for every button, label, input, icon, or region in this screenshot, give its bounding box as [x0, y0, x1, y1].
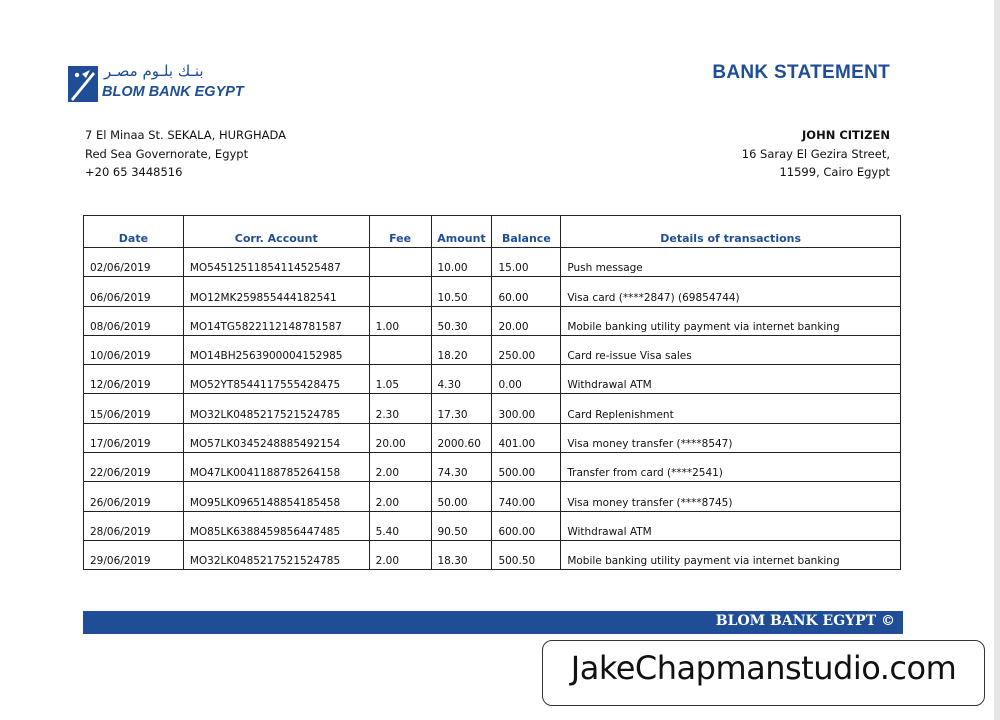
- header-fee: Fee: [369, 216, 431, 248]
- amount-cell: 18.20: [431, 335, 492, 364]
- watermark-text: JakeChapmanstudio.com: [570, 649, 957, 687]
- balance-cell: 401.00: [492, 423, 561, 452]
- details-cell: Visa money transfer (****8547): [561, 423, 901, 452]
- corr-account-cell: MO14TG5822112148781587: [183, 306, 369, 335]
- date-cell: 15/06/2019: [84, 394, 184, 423]
- document-title: BANK STATEMENT: [712, 62, 890, 83]
- details-cell: Withdrawal ATM: [561, 365, 901, 394]
- date-cell: 08/06/2019: [84, 306, 184, 335]
- balance-cell: 740.00: [492, 482, 561, 511]
- table-row: [84, 540, 901, 569]
- balance-cell: 250.00: [492, 335, 561, 364]
- date-cell: 02/06/2019: [84, 248, 184, 277]
- fee-cell: [369, 248, 431, 277]
- corr-account-cell: MO52YT8544117555428475: [183, 365, 369, 394]
- table-header-row: [84, 216, 901, 248]
- fee-cell: 2.00: [369, 482, 431, 511]
- transactions-body: [84, 248, 901, 570]
- corr-account-cell: MO47LK0041188785264158: [183, 453, 369, 482]
- fee-cell: 20.00: [369, 423, 431, 452]
- table-row: [84, 335, 901, 364]
- details-cell: Visa card (****2847) (69854744): [561, 277, 901, 306]
- balance-cell: 20.00: [492, 306, 561, 335]
- date-cell: 28/06/2019: [84, 511, 184, 540]
- bank-address-line: Red Sea Governorate, Egypt: [85, 146, 249, 161]
- balance-cell: 500.50: [492, 540, 561, 569]
- bank-name-logo: BLOM BANK EGYPT: [102, 84, 244, 100]
- customer-name: JOHN CITIZEN: [802, 128, 890, 142]
- header-details: Details of transactions: [561, 216, 901, 248]
- amount-cell: 90.50: [431, 511, 492, 540]
- balance-cell: 600.00: [492, 511, 561, 540]
- corr-account-cell: MO32LK0485217521524785: [183, 394, 369, 423]
- table-row: [84, 277, 901, 306]
- customer-address-line: 16 Saray El Gezira Street,: [741, 146, 890, 161]
- date-cell: 10/06/2019: [84, 335, 184, 364]
- corr-account-cell: MO54512511854114525487: [183, 248, 369, 277]
- watermark: [542, 640, 985, 706]
- bank-phone: +20 65 3448516: [85, 165, 183, 179]
- date-cell: 12/06/2019: [84, 365, 184, 394]
- fee-cell: 1.05: [369, 365, 431, 394]
- table-row: [84, 365, 901, 394]
- date-cell: 22/06/2019: [84, 453, 184, 482]
- fee-cell: [369, 277, 431, 306]
- corr-account-cell: MO12MK259855444182541: [183, 277, 369, 306]
- details-cell: Transfer from card (****2541): [561, 453, 901, 482]
- amount-cell: 74.30: [431, 453, 492, 482]
- balance-cell: 15.00: [492, 248, 561, 277]
- amount-cell: 10.00: [431, 248, 492, 277]
- table-row: [84, 423, 901, 452]
- transactions-table: [83, 215, 901, 570]
- fee-cell: 2.00: [369, 540, 431, 569]
- fee-cell: [369, 335, 431, 364]
- details-cell: Visa money transfer (****8745): [561, 482, 901, 511]
- header-balance: Balance: [492, 216, 561, 248]
- corr-account-cell: MO57LK0345248885492154: [183, 423, 369, 452]
- details-cell: Card Replenishment: [561, 394, 901, 423]
- balance-cell: 500.00: [492, 453, 561, 482]
- footer-text: BLOM BANK EGYPT ©: [715, 613, 895, 629]
- table-row: [84, 453, 901, 482]
- amount-cell: 18.30: [431, 540, 492, 569]
- details-cell: Mobile banking utility payment via internet banking: [561, 540, 901, 569]
- corr-account-cell: MO95LK0965148854185458: [183, 482, 369, 511]
- amount-cell: 2000.60: [431, 423, 492, 452]
- bank-logo: [68, 62, 258, 106]
- date-cell: 06/06/2019: [84, 277, 184, 306]
- corr-account-cell: MO85LK6388459856447485: [183, 511, 369, 540]
- date-cell: 17/06/2019: [84, 423, 184, 452]
- corr-account-cell: MO32LK0485217521524785: [183, 540, 369, 569]
- fee-cell: 2.00: [369, 453, 431, 482]
- header-date: Date: [84, 216, 184, 248]
- table-row: [84, 394, 901, 423]
- footer-bar: [83, 611, 903, 634]
- bank-name-arabic: بنـك بلـوم مصـر: [104, 62, 204, 80]
- details-cell: Card re-issue Visa sales: [561, 335, 901, 364]
- table-row: [84, 511, 901, 540]
- date-cell: 29/06/2019: [84, 540, 184, 569]
- balance-cell: 300.00: [492, 394, 561, 423]
- details-cell: Push message: [561, 248, 901, 277]
- bank-address: [85, 126, 286, 182]
- amount-cell: 4.30: [431, 365, 492, 394]
- amount-cell: 50.30: [431, 306, 492, 335]
- page-edge: [994, 0, 1000, 720]
- details-cell: Mobile banking utility payment via internet banking: [561, 306, 901, 335]
- header-amount: Amount: [431, 216, 492, 248]
- amount-cell: 10.50: [431, 277, 492, 306]
- details-cell: Withdrawal ATM: [561, 511, 901, 540]
- corr-account-cell: MO14BH2563900004152985: [183, 335, 369, 364]
- table-row: [84, 248, 901, 277]
- balance-cell: 0.00: [492, 365, 561, 394]
- date-cell: 26/06/2019: [84, 482, 184, 511]
- customer-address-line: 11599, Cairo Egypt: [779, 165, 890, 179]
- header-corr-account: Corr. Account: [183, 216, 369, 248]
- fee-cell: 1.00: [369, 306, 431, 335]
- amount-cell: 50.00: [431, 482, 492, 511]
- blom-bank-logo-icon: [68, 66, 98, 102]
- fee-cell: 2.30: [369, 394, 431, 423]
- amount-cell: 17.30: [431, 394, 492, 423]
- table-row: [84, 306, 901, 335]
- bank-address-line: 7 El Minaa St. SEKALA, HURGHADA: [85, 128, 286, 142]
- customer-block: [742, 126, 890, 182]
- balance-cell: 60.00: [492, 277, 561, 306]
- fee-cell: 5.40: [369, 511, 431, 540]
- table-row: [84, 482, 901, 511]
